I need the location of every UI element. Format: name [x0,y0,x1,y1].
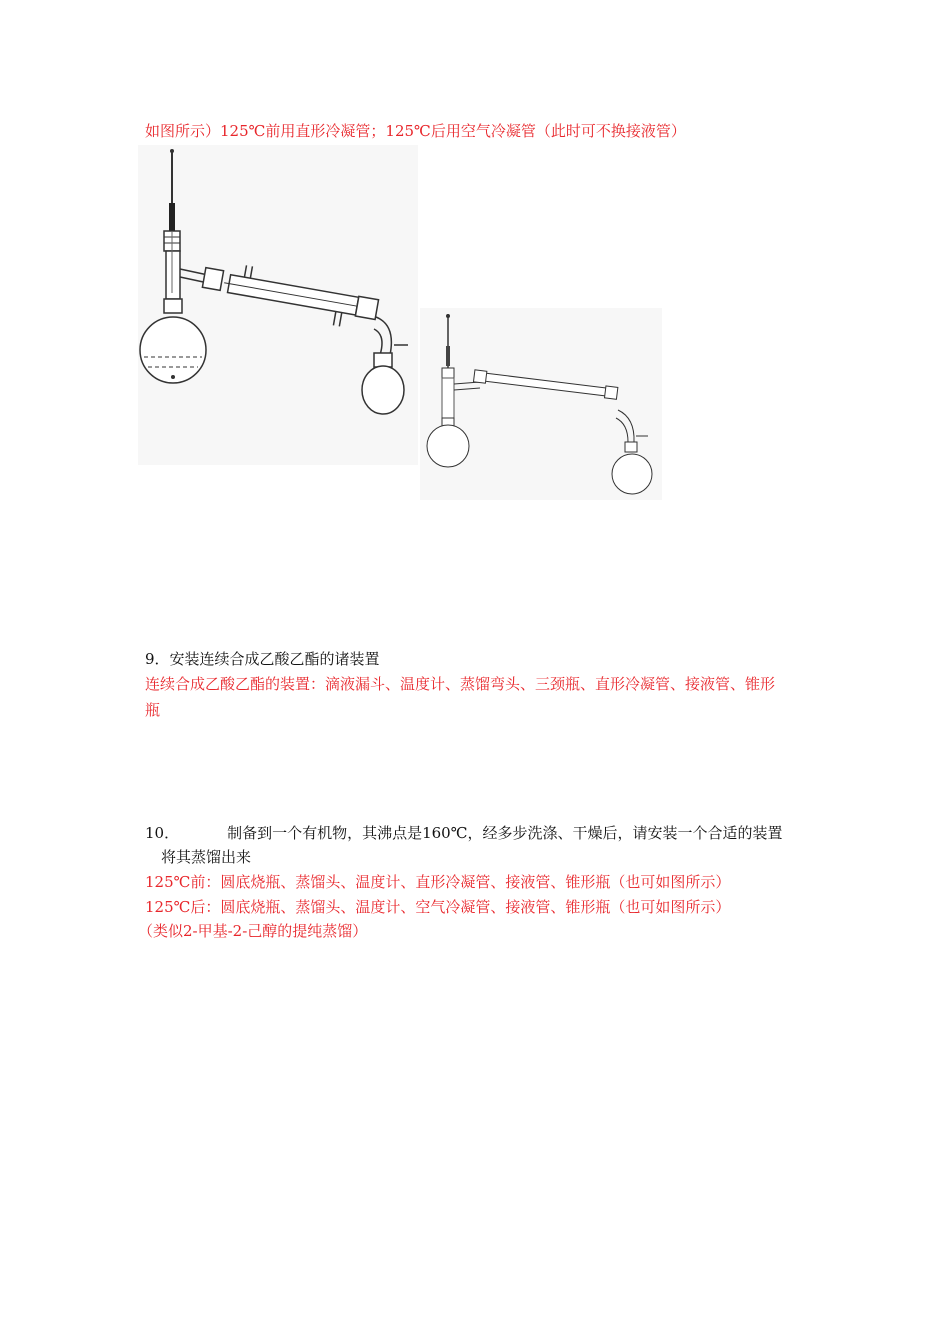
q10-answer-after: 125℃后：圆底烧瓶、蒸馏头、温度计、空气冷凝管、接液管、锥形瓶（也可如图所示） [145,898,731,916]
intro-line: 如图所示）125℃前用直形冷凝管；125℃后用空气冷凝管（此时可不换接液管） [145,122,686,140]
q10-note: （类似2-甲基-2-己醇的提纯蒸馏） [138,922,368,940]
distillation-apparatus-figure-2 [420,308,662,500]
q10-number: 10． [145,824,180,842]
q10-question-line-1 [145,822,783,844]
q9-question-line [145,648,380,670]
q9-question: 安装连续合成乙酸乙酯的诸装置 [169,650,380,668]
q10-answer-before: 125℃前：圆底烧瓶、蒸馏头、温度计、直形冷凝管、接液管、锥形瓶（也可如图所示） [145,873,731,891]
q9-number: 9． [145,650,170,668]
distillation-apparatus-figure-1 [138,145,418,465]
q10-question-line-2: 将其蒸馏出来 [161,848,252,866]
q9-answer-line-2: 瓶 [145,701,161,719]
q10-question-line-1-text: 制备到一个有机物，其沸点是160℃，经多步洗涤、干燥后，请安装一个合适的装置 [227,824,783,842]
q9-answer-line-1: 连续合成乙酸乙酯的装置：滴液漏斗、温度计、蒸馏弯头、三颈瓶、直形冷凝管、接液管、锥形 [145,675,776,693]
